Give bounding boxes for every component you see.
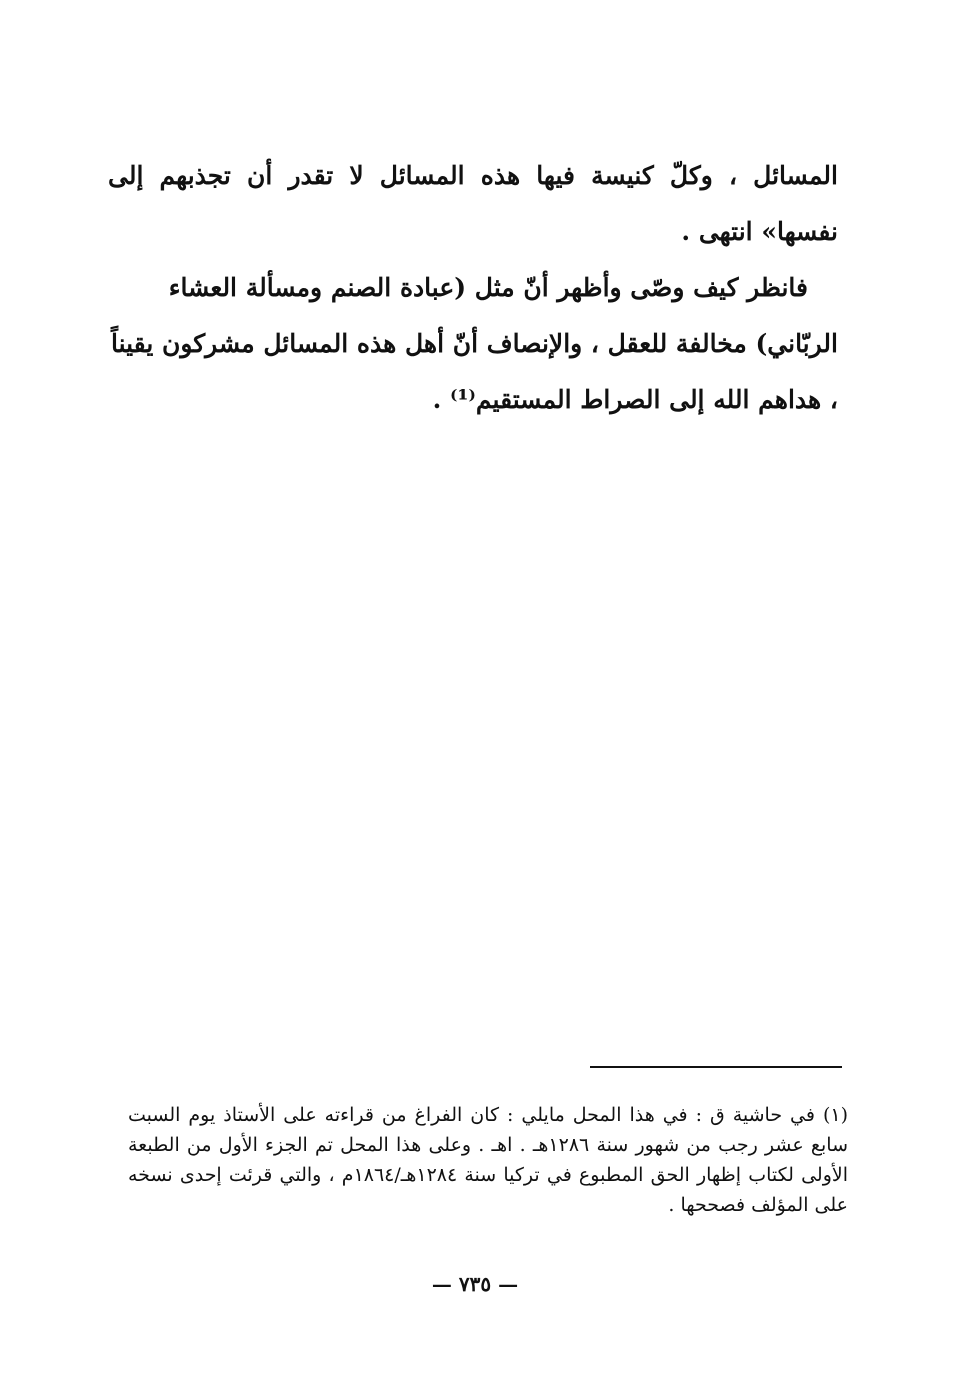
footnote-1: (١) في حاشية ق : في هذا المحل مايلي : كان الفراغ من قراءته على الأستاذ يوم السبت سابع عشر رجب من شهور سنة ١٢٨٦هـ . اهـ . وعلى هذا المحل تم الجزء الأول من الطبعة الأولى لكتاب إظهار الحق المطبوع في تركيا سنة ١٢٨٤هـ/١٨٦٤م ، والتي قرئت إحدى نسخه على المؤلف فصححها . — [128, 1104, 849, 1216]
page-number: — ٧٣٥ — — [431, 1272, 519, 1296]
footnote-separator — [590, 1066, 842, 1068]
paragraph-continuation: المسائل ، وكلّ كنيسة فيها هذه المسائل لا تقدر أن تجذبهم إلى نفسها» انتهى . — [108, 161, 838, 246]
paragraph-conclusion: فانظر كيف وصّى وأظهر أنّ مثل (عبادة الصنم ومسألة العشاء الربّاني) مخالفة للعقل ، والإنصاف أنّ أهل هذه المسائل مشركون يقيناً ، هداهم الله إلى الصراط المستقيم⁽¹⁾ . — [110, 273, 838, 414]
footnotes — [128, 1100, 848, 1220]
main-text — [108, 148, 838, 428]
